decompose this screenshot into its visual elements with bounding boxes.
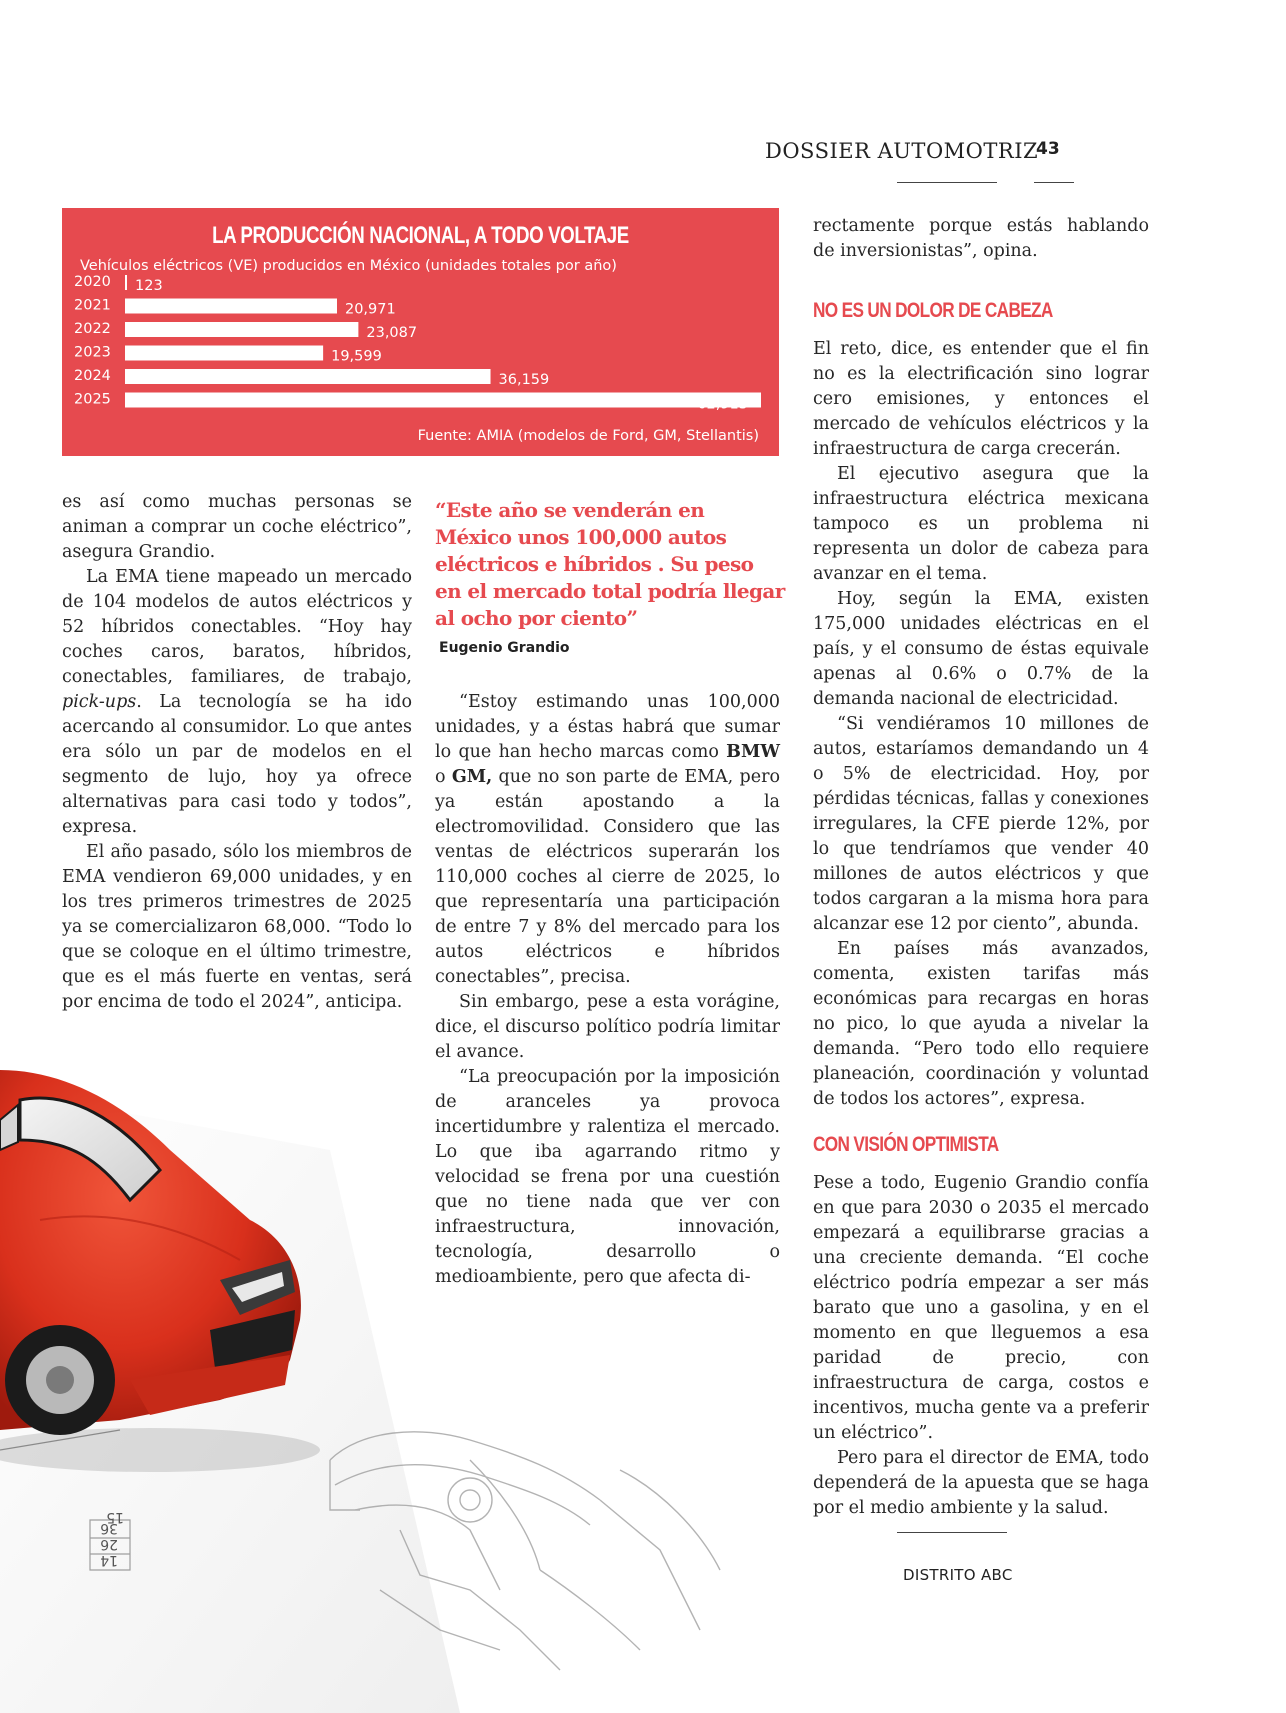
page-number: 43 [1036,139,1060,159]
ruler-number: 15 [106,1509,124,1525]
year-label: 2024 [74,368,111,384]
italic-term: pick-ups [62,692,137,712]
brand-bmw: BMW [726,742,780,762]
value-label: 36,159 [498,372,550,388]
year-label: 2022 [74,321,111,337]
production-chart [62,208,779,456]
bar [125,322,358,337]
value-label: 19,599 [331,348,382,365]
paragraph: rectamente porque estás hablando de inversionistas”, opina. [813,216,1149,261]
ruler-number: 26 [100,1536,118,1552]
pull-quote [435,497,785,656]
footer-rule [897,1532,1007,1533]
header-rule [1034,182,1074,183]
article-column-1 [62,490,412,1015]
year-label: 2021 [74,297,111,314]
bar [125,369,491,384]
paragraph: Hoy, según la EMA, existen 175,000 unidades eléctricas en el país, y el consumo de éstas equivale apenas al 0.6% o 0.7% de la demanda nacional de electricidad. [813,589,1149,709]
paragraph: “Si vendiéramos 10 millones de autos, estaríamos demandando un 4 o 5% de electricidad. Hoy, por pérdidas técnicas, fallas y conexiones irregulares, la CFE pierde 12%, por lo que tendríamos que vender 40 millones de autos eléctricos y que todos cargaran a la misma hora para alcanzar ese 12 por ciento”, abunda. [813,714,1149,934]
subheading: CON VISIÓN OPTIMISTA [813,1133,999,1156]
paragraph: Pese a todo, Eugenio Grandio confía en que para 2030 o 2035 el mercado empezará a equilibrarse gracias a una creciente demanda. “El coche eléctrico podría empezar a ser más barato que uno a gasolina, y en el momento en que lleguemos a esa paridad de precio, con infraestructura de carga, costos e incentivos, mucha gente va a preferir un eléctrico”. [813,1173,1149,1443]
article-column-3 [813,214,1149,1521]
chart-title: LA PRODUCCIÓN NACIONAL, A TODO VOLTAJE [212,222,629,249]
bar [125,393,761,408]
value-label: 23,087 [366,325,418,341]
paragraph: “Estoy estimando unas 100,000 unidades, y a éstas habrá que sumar lo que han hecho marcas como BMW o GM, que no son parte de EMA, pero ya están apostando a la electromovilidad. Considero que las ventas de eléctricos superarán los 110,000 coches al cierre de 2025, lo que representaría una participación de entre 7 y 8% del mercado para los autos eléctricos e híbridos conectables”, precisa. [435,692,780,987]
year-label: 2025 [74,391,111,408]
section-title: DOSSIER AUTOMOTRIZ [765,139,1039,163]
paragraph: “La preocupación por la imposición de aranceles ya provoca incertidumbre y ralentiza el mercado. Lo que iba agarrando ritmo y velocidad se frena por una cuestión que no tiene nada que ver con infraestructura, innovación, tecnología, desarrollo o medioambiente, pero que afecta di- [435,1067,780,1287]
article-column-2 [435,690,780,1290]
paragraph: Sin embargo, pese a esta vorágine, dice, el discurso político podría limitar el avance. [435,992,780,1062]
quote-author: Eugenio Grandio [439,640,570,656]
ruler-number: 36 [100,1520,118,1536]
brand-gm: GM, [451,767,493,787]
bar [125,299,337,314]
paragraph: La EMA tiene mapeado un mercado de 104 modelos de autos eléctricos y 52 híbridos conectables. “Hoy hay coches caros, baratos, híbridos, conectables, familiares, de trabajo, pick-ups. La tecnología se ha ido acercando al consumidor. Lo que antes era sólo un par de modelos en el segmento de lujo, hoy ya ofrece alternativas para casi todo y todos”, expresa. [62,567,412,837]
paragraph: El reto, dice, es entender que el fin no es la electrificación sino lograr cero emisiones, y entonces el mercado de vehículos eléctricos y la infraestructura de carga crecerán. [813,339,1149,459]
value-label: 20,971 [344,301,396,318]
chart-source: Fuente: AMIA (modelos de Ford, GM, Stellantis) [417,428,759,444]
chart-plot [62,208,779,456]
subheading: NO ES UN DOLOR DE CABEZA [813,299,1053,322]
paragraph: Pero para el director de EMA, todo dependerá de la apuesta que se haga por el medio ambiente y la salud. [813,1448,1149,1518]
value-label: 62,915 [697,396,748,413]
bar [125,275,127,290]
value-label: 123 [135,278,163,294]
ruler-number: 14 [100,1552,118,1568]
page-header [700,139,1080,179]
bar [125,346,323,361]
paragraph: El ejecutivo asegura que la infraestructura eléctrica mexicana tampoco es un problema ni representa un dolor de cabeza para avanzar en el tema. [813,464,1149,584]
chart-subtitle: Vehículos eléctricos (VE) producidos en México (unidades totales por año) [80,258,617,274]
quote-text: “Este año se venderán en México unos 100,000 autos eléctricos e híbridos . Su peso en el mercado total podría llegar al ocho por ciento” [435,498,785,630]
paragraph: En países más avanzados, comenta, existen tarifas más económicas para recargas en horas no pico, lo que ayuda a nivelar la demanda. “Pero todo ello requiere planeación, coordinación y voluntad de todos los actores”, expresa. [813,939,1149,1109]
header-rule [897,182,997,183]
year-label: 2020 [74,274,111,290]
paragraph: es así como muchas personas se animan a comprar un coche eléctrico”, asegura Grandio. [62,492,412,562]
paragraph: El año pasado, sólo los miembros de EMA vendieron 69,000 unidades, y en los tres primeros trimestres de 2025 ya se comercializaron 68,000. “Todo lo que se coloque en el último trimestre, que es el más fuerte en ventas, será por encima de todo el 2024”, anticipa. [62,842,412,1012]
publication-name: DISTRITO ABC [903,1566,1013,1584]
year-label: 2023 [74,344,111,361]
